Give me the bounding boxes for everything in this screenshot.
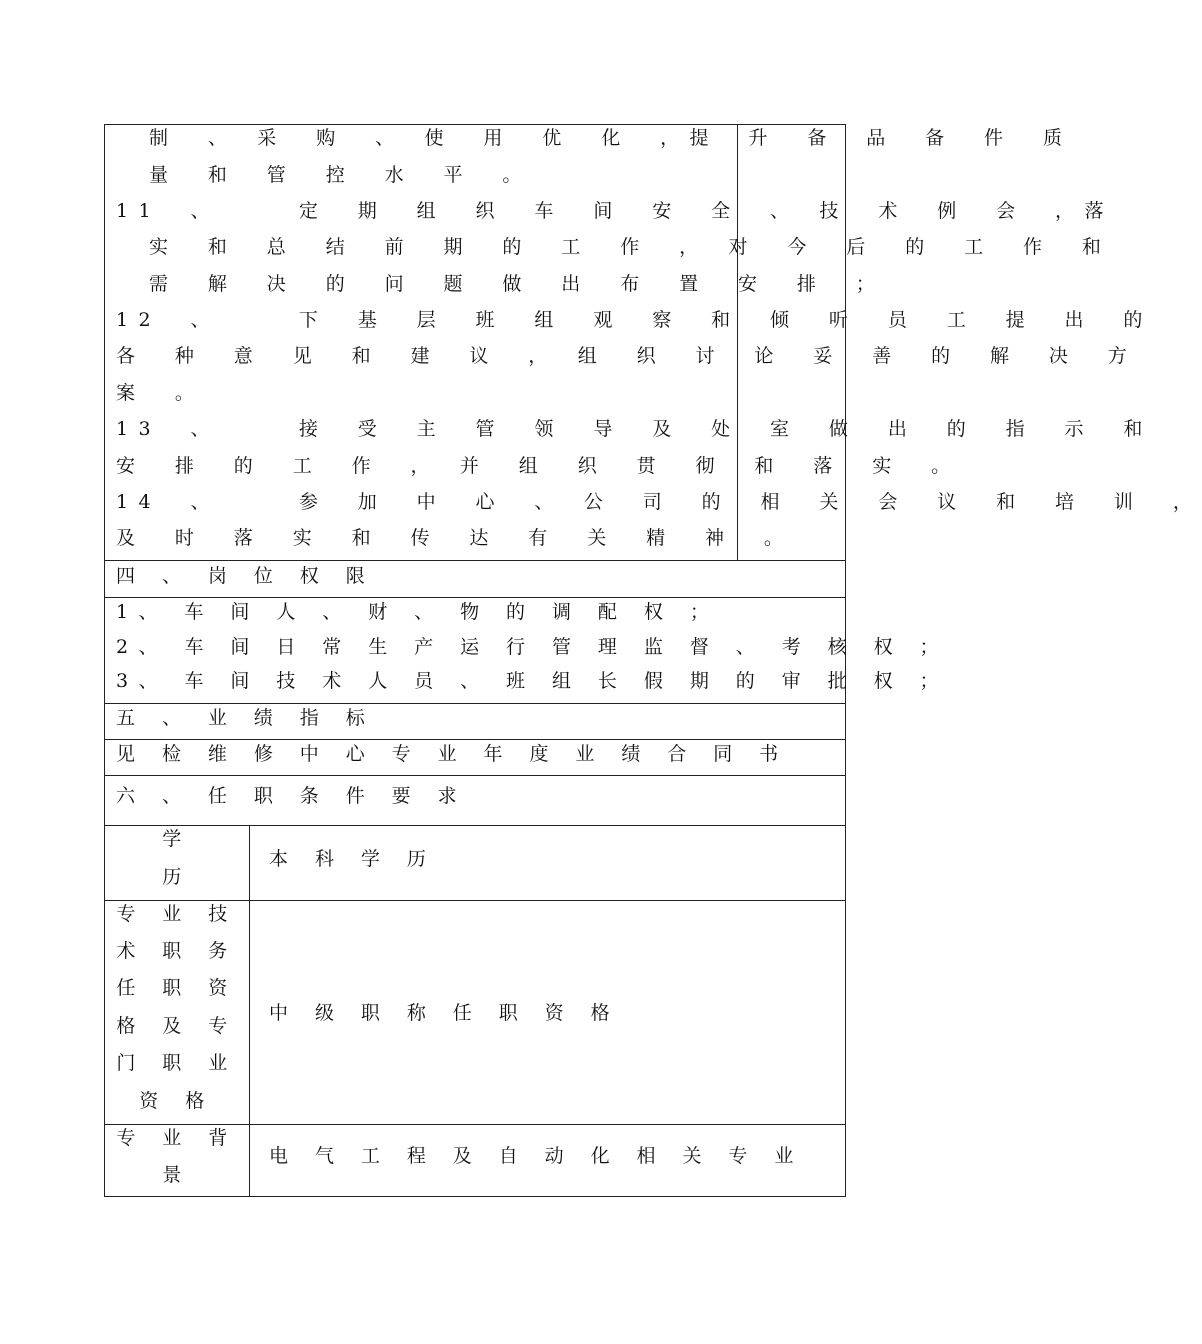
text-line: 案 。 bbox=[116, 382, 205, 404]
job-description-table bbox=[104, 124, 1202, 1197]
list-item: 2、 车 间 日 常 生 产 运 行 管 理 监 督 、 考 核 权 ； bbox=[116, 636, 949, 658]
row-divider bbox=[105, 775, 845, 776]
row-divider bbox=[105, 1124, 845, 1125]
requirement-label: 历 bbox=[162, 866, 192, 888]
text-line: 及 时 落 实 和 传 达 有 关 精 神 。 bbox=[116, 527, 794, 549]
row-divider bbox=[105, 703, 845, 704]
text-line: 各 种 意 见 和 建 议 ， 组 织 讨 论 妥 善 的 解 决 方 bbox=[116, 345, 1138, 367]
section-heading: 五 、 业 绩 指 标 bbox=[116, 707, 376, 729]
text-line: 14 、 参 加 中 心 、 公 司 的 相 关 会 议 和 培 训 ， bbox=[116, 491, 1202, 513]
row-divider bbox=[105, 597, 845, 598]
requirement-label: 专 业 背 bbox=[116, 1127, 238, 1149]
row-divider bbox=[105, 825, 845, 826]
list-item: 1、 车 间 人 、 财 、 物 的 调 配 权 ； bbox=[116, 601, 720, 623]
text-line: 11 、 定 期 组 织 车 间 安 全 、 技 术 例 会 ，落 bbox=[116, 200, 1114, 222]
text-line: 需 解 决 的 问 题 做 出 布 置 安 排 ； bbox=[149, 273, 886, 295]
list-item: 3、 车 间 技 术 人 员 、 班 组 长 假 期 的 审 批 权 ； bbox=[116, 670, 949, 692]
text-line: 制 、 采 购 、 使 用 优 化 ，提 升 备 品 备 件 质 bbox=[149, 127, 1073, 149]
requirement-label: 格 及 专 bbox=[116, 1015, 238, 1037]
row-divider bbox=[105, 560, 845, 561]
requirement-label: 资 格 bbox=[139, 1090, 215, 1112]
row-divider bbox=[105, 739, 845, 740]
requirement-label: 学 bbox=[162, 828, 192, 850]
requirement-label: 术 职 务 bbox=[116, 940, 238, 962]
section-heading: 六 、 任 职 条 件 要 求 bbox=[116, 785, 468, 807]
text-line: 实 和 总 结 前 期 的 工 作 ， 对 今 后 的 工 作 和 bbox=[149, 236, 1112, 258]
row-divider bbox=[105, 900, 845, 901]
text-line: 安 排 的 工 作 ， 并 组 织 贯 彻 和 落 实 。 bbox=[116, 455, 961, 477]
text-line: 12 、 下 基 层 班 组 观 察 和 倾 听 员 工 提 出 的 bbox=[116, 309, 1153, 331]
requirement-label: 景 bbox=[162, 1164, 192, 1186]
requirement-value: 本 科 学 历 bbox=[269, 848, 437, 870]
section-heading: 四 、 岗 位 权 限 bbox=[116, 565, 376, 587]
column-divider bbox=[249, 825, 250, 1197]
section-content: 见 检 维 修 中 心 专 业 年 度 业 绩 合 同 书 bbox=[116, 743, 789, 765]
requirement-label: 门 职 业 bbox=[116, 1052, 238, 1074]
text-line: 13 、 接 受 主 管 领 导 及 处 室 做 出 的 指 示 和 bbox=[116, 418, 1153, 440]
requirement-label: 任 职 资 bbox=[116, 977, 238, 999]
requirement-label: 专 业 技 bbox=[116, 903, 238, 925]
text-line: 量 和 管 控 水 平 。 bbox=[149, 164, 532, 186]
requirement-value: 电 气 工 程 及 自 动 化 相 关 专 业 bbox=[269, 1145, 804, 1167]
requirement-value: 中 级 职 称 任 职 资 格 bbox=[269, 1002, 621, 1024]
